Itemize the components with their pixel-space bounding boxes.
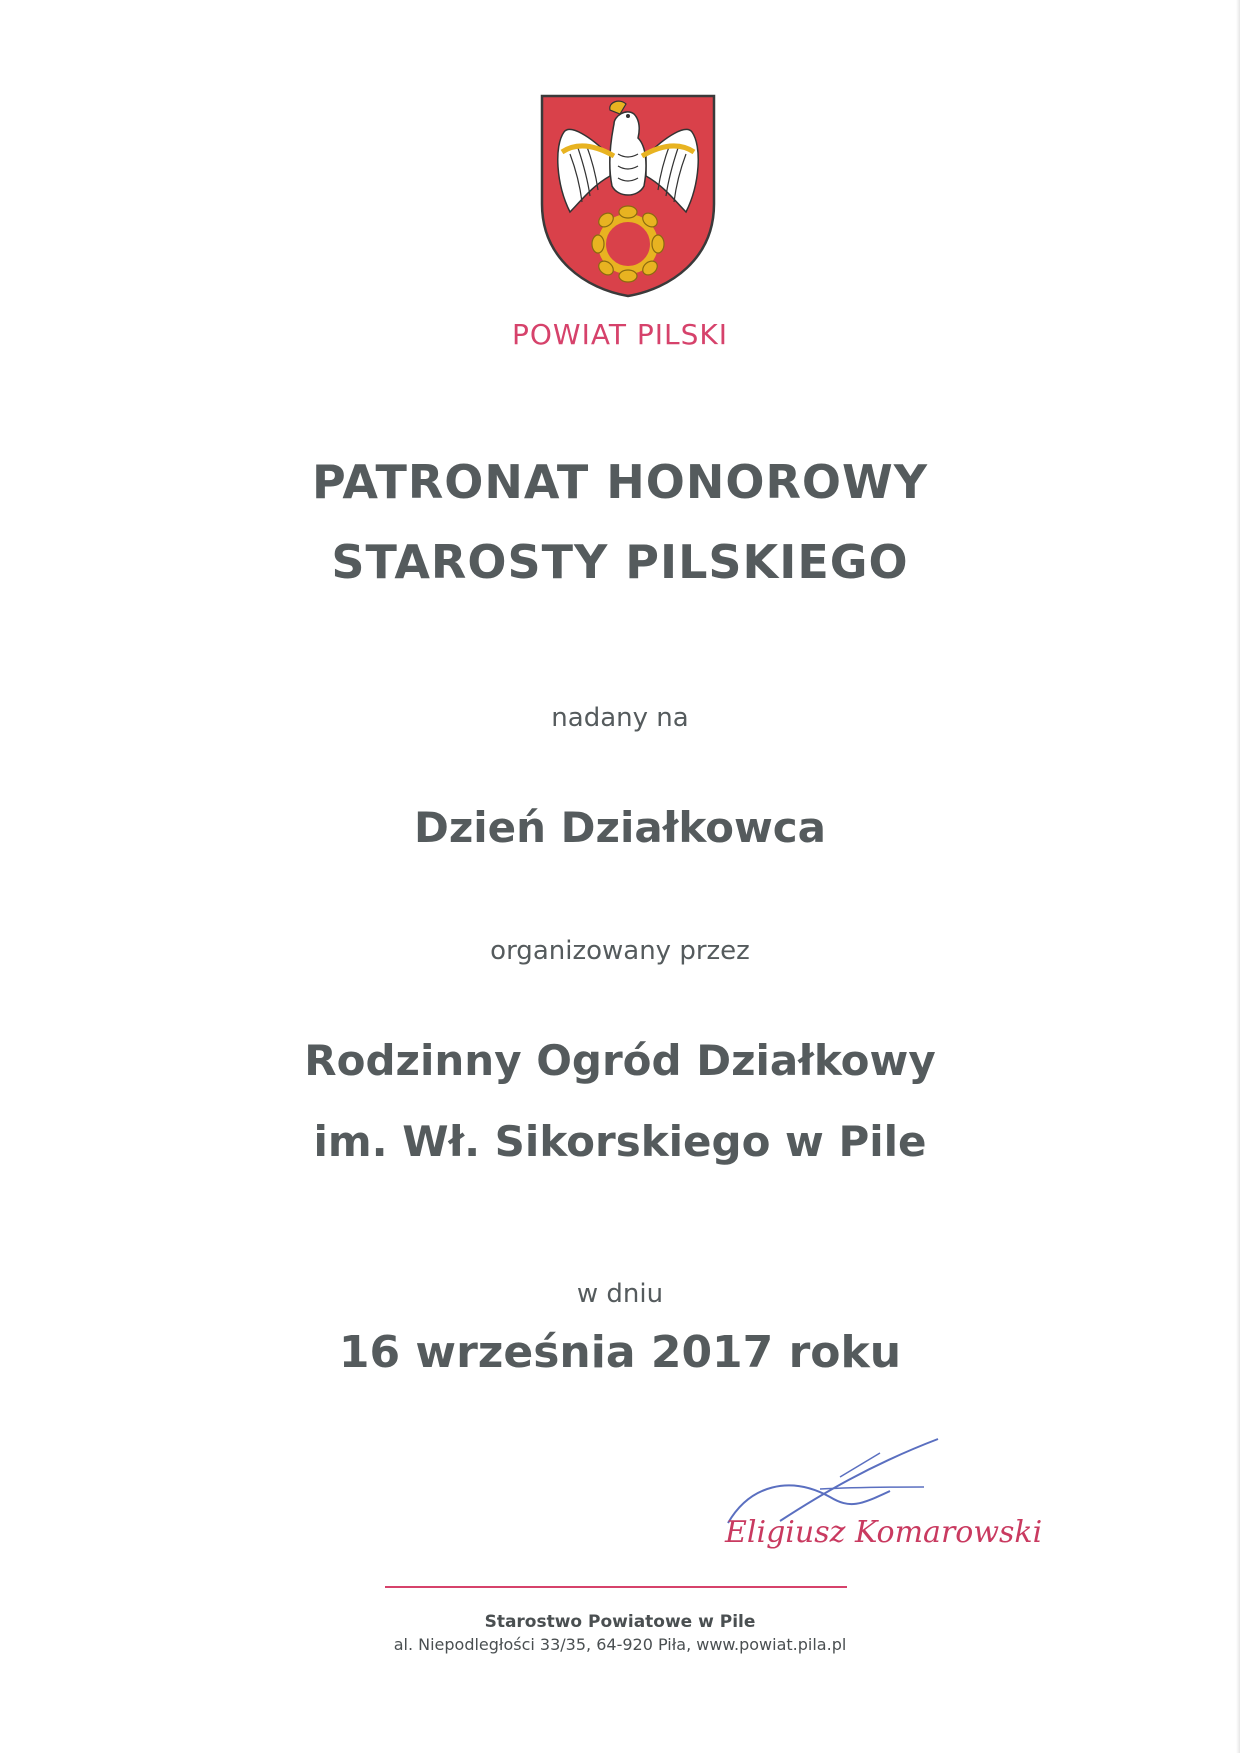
coat-of-arms-icon <box>540 94 716 298</box>
org-name: POWIAT PILSKI <box>512 318 728 351</box>
scan-edge <box>1236 0 1240 1753</box>
footer-office-name: Starostwo Powiatowe w Pile <box>484 1612 756 1632</box>
event-name: Dzień Działkowca <box>413 803 827 852</box>
footer-divider <box>385 1586 847 1588</box>
signer-name: Eligiusz Komarowski <box>725 1515 1043 1550</box>
title-line-1: PATRONAT HONOROWY <box>311 455 929 509</box>
granted-for-label: nadany na <box>551 703 689 733</box>
event-date: 16 września 2017 roku <box>338 1327 902 1378</box>
date-label: w dniu <box>576 1279 664 1309</box>
title-line-2: STAROSTY PILSKIEGO <box>331 535 909 589</box>
organized-by-label: organizowany przez <box>490 936 750 966</box>
organizer-line-1: Rodzinny Ogród Działkowy <box>304 1036 936 1085</box>
footer-address: al. Niepodległości 33/35, 64-920 Piła, www.powiat.pila.pl <box>393 1635 847 1654</box>
organizer-line-2: im. Wł. Sikorskiego w Pile <box>313 1117 927 1166</box>
